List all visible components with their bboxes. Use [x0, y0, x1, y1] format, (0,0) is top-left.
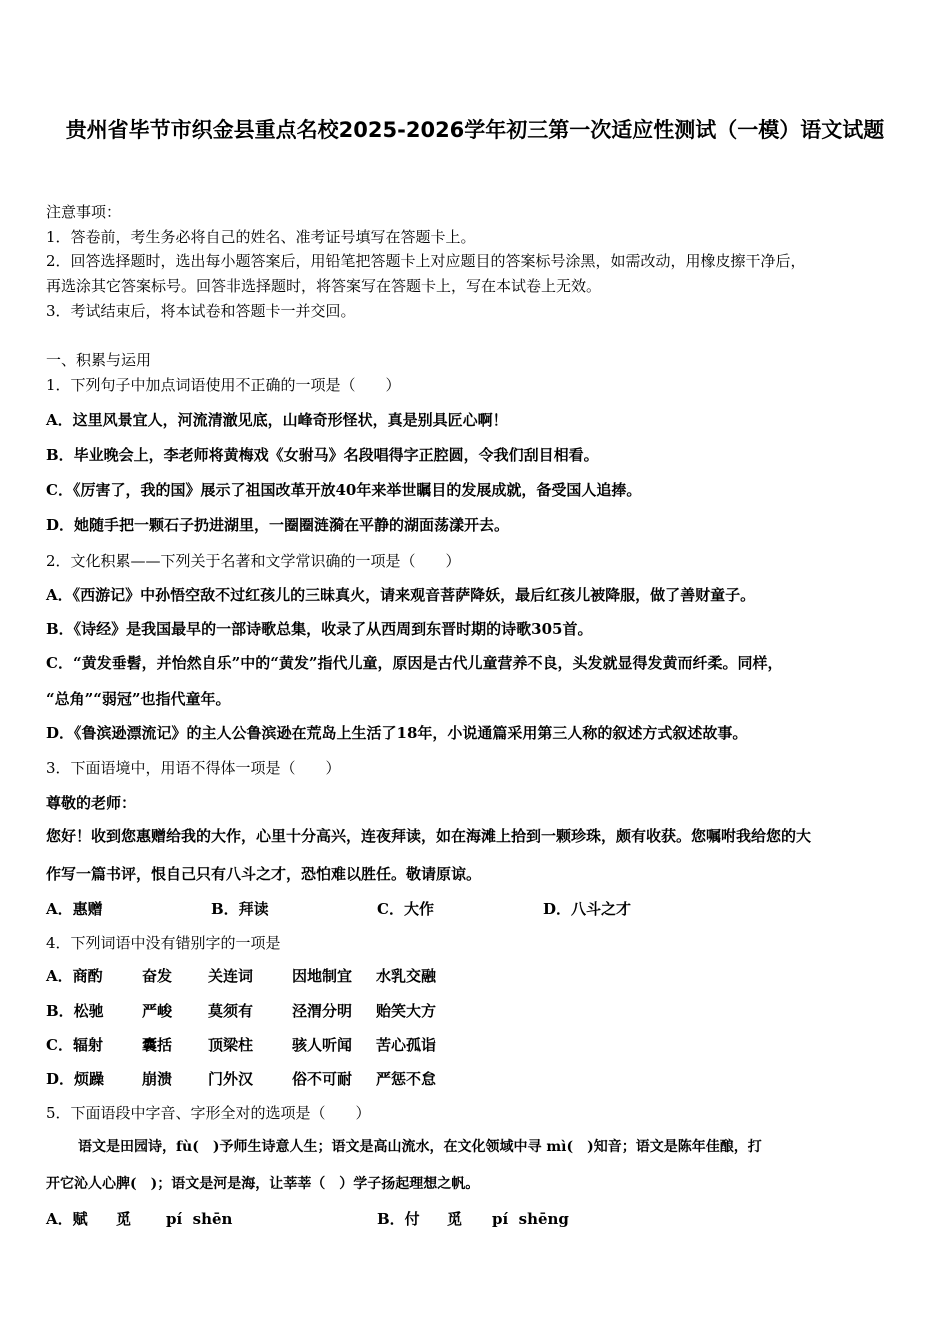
question-stem: 5．下面语段中字音、字形全对的选项是（ ） [46, 1104, 371, 1122]
notice-heading: 注意事项： [46, 203, 122, 221]
question-option: B．毕业晚会上，李老师将黄梅戏《女驸马》名段唱得字正腔圆，令我们刮目相看。 [46, 446, 599, 464]
page-title: 贵州省毕节市织金县重点名校2025-2026学年初三第一次适应性测试（一模）语文试题 [65, 118, 885, 142]
letter-body: 作写一篇书评，恨自己只有八斗之才，恐怕难以胜任。敬请原谅。 [46, 865, 482, 883]
question-option: C．《厉害了，我的国》展示了祖国改革开放40年来举世瞩目的发展成就，备受国人追捧。 [46, 481, 642, 499]
word: 奋发 [142, 967, 173, 985]
word: 骇人听闻 [292, 1036, 353, 1054]
word: 水乳交融 [376, 967, 437, 985]
word: 关连词 [208, 967, 254, 985]
question-option: A．《西游记》中孙悟空敌不过红孩儿的三昧真火，请来观音菩萨降妖，最后红孩儿被降服，做了善财童子。 [46, 586, 756, 604]
question-option: C．“黄发垂髫，并怡然自乐”中的“黄发”指代儿童，原因是古代儿童营养不良，头发就显得发黄而纤柔。同样， [46, 654, 783, 672]
question-stem: 3．下面语境中，用语不得体一项是（ ） [46, 759, 341, 777]
question-stem: 1．下列句子中加点词语使用不正确的一项是（ ） [46, 376, 401, 394]
word: 严峻 [142, 1002, 173, 1020]
notice-item: 3．考试结束后，将本试卷和答题卡一并交回。 [46, 302, 356, 320]
word: 崩溃 [142, 1070, 173, 1088]
word: 囊括 [142, 1036, 173, 1054]
option-b-char2: 觅 [447, 1210, 463, 1228]
option-d: D．八斗之才 [543, 900, 632, 918]
notice-item: 1．答卷前，考生务必将自己的姓名、准考证号填写在答题卡上。 [46, 228, 476, 246]
question-option: B．《诗经》是我国最早的一部诗歌总集，收录了从西周到东晋时期的诗歌305首。 [46, 620, 593, 638]
word: 莫须有 [208, 1002, 254, 1020]
option-a-pinyin: pí shēn [166, 1210, 233, 1228]
word: 俗不可耐 [292, 1070, 353, 1088]
notice-item: 2．回答选择题时，选出每小题答案后，用铅笔把答题卡上对应题目的答案标号涂黑，如需改动，用橡皮擦干净后， [46, 252, 806, 270]
word: A．商酌 [46, 967, 103, 985]
word: 苦心孤诣 [376, 1036, 437, 1054]
option-b-pinyin: pí shēng [492, 1210, 569, 1228]
question-option: “总角”“弱冠”也指代童年。 [46, 690, 231, 708]
option-a: A．惠赠 [46, 900, 103, 918]
word: B．松驰 [46, 1002, 104, 1020]
word: 贻笑大方 [376, 1002, 437, 1020]
letter-greeting: 尊敬的老师： [46, 794, 137, 812]
question-stem: 4．下列词语中没有错别字的一项是 [46, 934, 281, 952]
option-c: C．大作 [377, 900, 434, 918]
option-b-char1: B．付 [377, 1210, 420, 1228]
word: 严惩不怠 [376, 1070, 437, 1088]
letter-body: 您好！收到您惠赠给我的大作，心里十分高兴，连夜拜读，如在海滩上拾到一颗珍珠，颇有收获。您嘱咐我给您的大 [46, 827, 812, 845]
word: D．烦躁 [46, 1070, 105, 1088]
option-a-char1: A．赋 [46, 1210, 88, 1228]
word: 泾渭分明 [292, 1002, 353, 1020]
option-b: B．拜读 [211, 900, 269, 918]
word: 门外汉 [208, 1070, 254, 1088]
section-heading: 一、积累与运用 [46, 351, 152, 369]
question-option: D．《鲁滨逊漂流记》的主人公鲁滨逊在荒岛上生活了18年，小说通篇采用第三人称的叙述方式叙述故事。 [46, 724, 748, 742]
question-stem: 2．文化积累——下列关于名著和文学常识确的一项是（ ） [46, 552, 461, 570]
notice-item: 再选涂其它答案标号。回答非选择题时，将答案写在答题卡上，写在本试卷上无效。 [46, 277, 602, 295]
passage-line: 语文是田园诗，fù( )予师生诗意人生；语文是高山流水，在文化领域中寻 mì( )知音；语文是陈年佳酿，打 [78, 1139, 762, 1155]
word: 顶梁柱 [208, 1036, 254, 1054]
option-a-char2: 觅 [116, 1210, 132, 1228]
word: 因地制宜 [292, 967, 353, 985]
passage-line: 开它沁人心脾( )；语文是河是海，让莘莘（ ）学子扬起理想之帆。 [46, 1176, 480, 1192]
question-option: D．她随手把一颗石子扔进湖里，一圈圈涟漪在平静的湖面荡漾开去。 [46, 516, 510, 534]
word: C．辐射 [46, 1036, 103, 1054]
question-option: A．这里风景宜人，河流清澈见底，山峰奇形怪状，真是别具匠心啊！ [46, 411, 508, 429]
